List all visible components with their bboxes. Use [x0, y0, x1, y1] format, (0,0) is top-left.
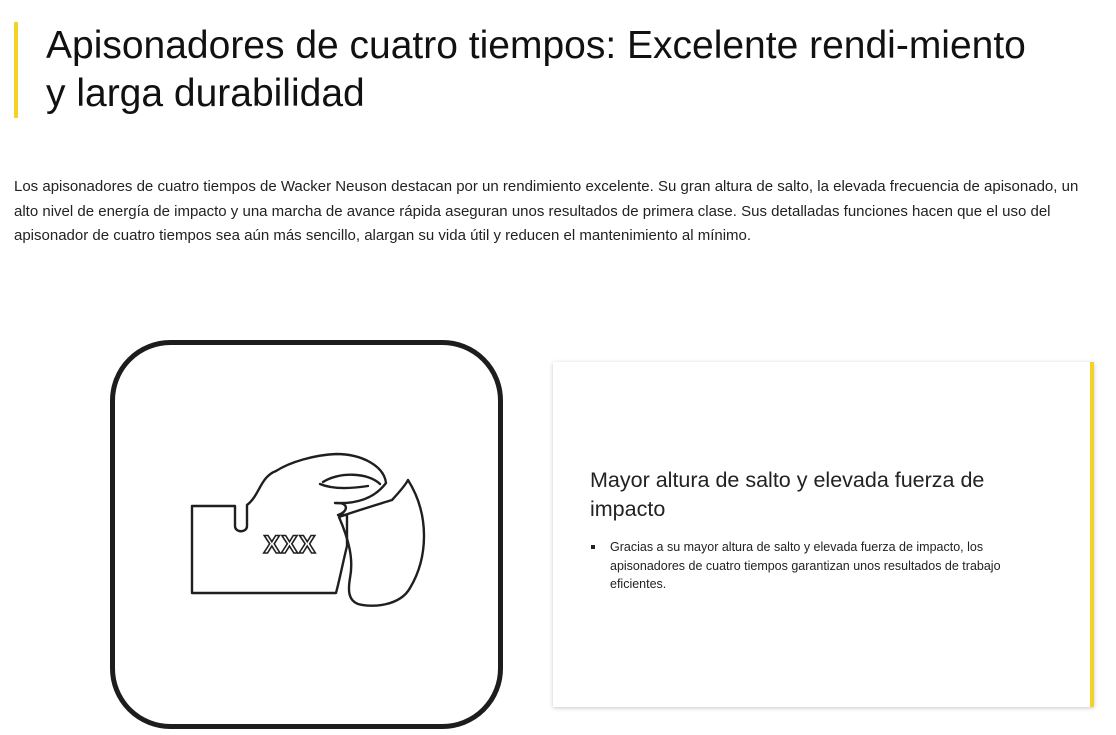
headline-block [14, 22, 1074, 118]
intro-paragraph: Los apisonadores de cuatro tiempos de Wacker Neuson destacan por un rendimiento excelente. Su gran altura de salto, la elevada frecuencia de apisonado, un alto nivel de energía de impacto y una marcha de avance rápida aseguran unos resultados de primera clase. Sus detalladas funciones hacen que el uso del apisonador de cuatro tiempos sea aún más sencillo, alargan su vida útil y reducen el mantenimiento al mínimo. [14, 178, 1079, 244]
boxing-glove-icon [110, 340, 503, 729]
feature-card [553, 362, 1094, 707]
page-title: Apisonadores de cuatro tiempos: Excelente rendi-miento y larga durabilidad [46, 24, 1026, 115]
glove-label-text: XXX [263, 531, 317, 559]
bullet-text: Gracias a su mayor altura de salto y elevada fuerza de impacto, los apisonadores de cuatro tiempos garantizan unos resultados de trabajo eficientes. [610, 540, 1001, 591]
feature-title: Mayor altura de salto y elevada fuerza de impacto [590, 468, 985, 521]
feature-bullet-list [590, 538, 1030, 594]
bullet-marker [591, 545, 595, 549]
list-item [590, 538, 1030, 594]
